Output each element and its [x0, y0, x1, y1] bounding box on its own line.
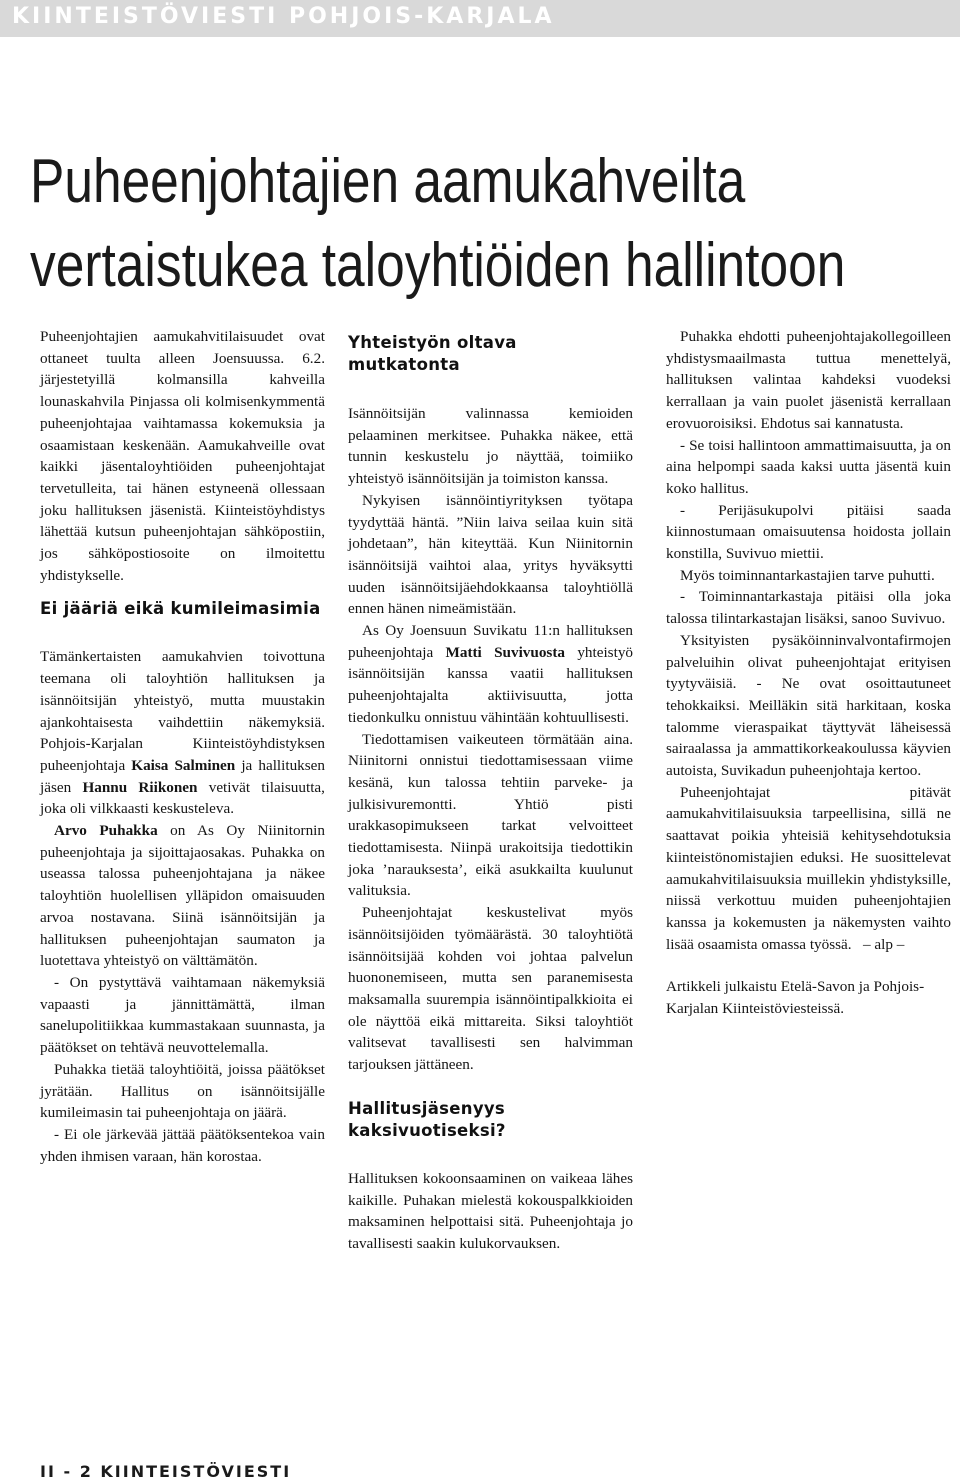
- column-2: [348, 326, 633, 1255]
- quote-paragraph: - On pystyttävä vaihtamaan näkemyksiä vapaasti ja jännittämättä, ilman sanelupolitiikkaa kummastakaan suunnasta, ja päätökset on tehtävä neuvottelemalla.: [40, 973, 325, 1057]
- person-name: Hannu Riikonen: [82, 778, 198, 796]
- body-paragraph: Myös toiminnantarkastajien tarve puhutti.: [680, 566, 935, 584]
- quote-paragraph: - Ei ole järkevää jättää päätöksentekoa vain yhden ihmisen varaan, hän korostaa.: [40, 1125, 325, 1165]
- article-headline: [30, 140, 846, 308]
- body-paragraph: Puhakka ehdotti puheenjohtajakollegoilleen yhdistysmaailmasta tuttua menettelyä, hallituksen valintaa kahdeksi vuodeksi kerrallaan ja vain puolet jäsenistä kerrallaan erovuoroisiksi. Ehdotus sai kannatusta.: [666, 328, 951, 432]
- quote-paragraph: - Toiminnantarkastaja pitäisi olla joka talossa tilintarkastajan lisäksi, sanoo Suvivuo.: [666, 588, 951, 628]
- page-footer: II - 2 KIINTEISTÖVIESTI: [40, 1462, 292, 1481]
- body-paragraph: Yksityisten pysäköinninvalvontafirmojen palveluihin olivat puheenjohtajat erityisen tyytyväisiä. - Ne ovat osoittautuneet tehokkaiksi. Meilläkin sitä harkitaan, koska talomme vieraspaikat täyttyvät läheisessä sairaalassa ja ammattikorkeakoulussa käyvien autoista, Suvikadun puheenjohtaja kertoo.: [666, 631, 951, 780]
- subheading-ei-jaaria: Ei jääriä eikä kumileimasimia: [40, 599, 321, 619]
- quote-paragraph: - Perijäsukupolvi pitäisi saada kiinnostumaan omaisuutensa hoidosta jollain konstilla, Suvivuo miettii.: [666, 501, 951, 563]
- publication-kicker: KIINTEISTÖVIESTI POHJOIS-KARJALA: [12, 4, 555, 29]
- body-paragraph: Tiedottamisen vaikeuteen törmätään aina. Niinitorni onnistui tiedottamisessaan viime kesänä, kun talossa tehtiin parveke- ja julkisivuremontti. Yhtiö pisti urakkasopimukseen tarkat velvoitteet tiedottamisesta. Niinpä urakoitsija tiedottikin joka ’narauksesta’, eikä asukkailta kuulunut valituksia.: [348, 730, 633, 900]
- intro-paragraph: Puheenjohtajien aamukahvitilaisuudet ovat ottaneet tuulta alleen Joensuussa. 6.2. järjestetyillä kolmansilla kahveilla lounaskahvila Pinjassa oli kolmisenkymmentä puheenjohtajaa vaihtamassa kokemuksia ja osaamistaan keskenään. Aamukahveille ovat kaikki jäsentaloyhtiöiden puheenjohtajat tervetulleita, tai hänen estyneenä ollessaan joku hallituksen jäsenistä. Kiinteistöyhdistys lähettää kutsun puheenjohtajan sähköpostiin, jos sähköpostiosoite on ilmoitettu yhdistykselle.: [40, 328, 325, 584]
- column-3: [666, 326, 951, 1020]
- body-paragraph: Puhakka tietää taloyhtiöitä, joissa päätökset jyrätään. Hallitus on isännöitsijälle kumileimasin tai puheenjohtaja on jäärä.: [40, 1060, 325, 1122]
- closing-paragraph: Puheenjohtajat pitävät aamukahvitilaisuuksia tarpeellisina, sillä ne saattavat poikia yhteisiä kehitysehdotuksia kiinteistönomistajien eduksi. He suosittelevat aamukahvitilaisuuksia muillekin yhdistyksille, niissä verkottuu muiden puheenjohtajien kanssa ja kokemusten ja näkemysten vaihto lisää osaamista omassa työssä. – alp –: [666, 783, 951, 953]
- headline-line-1: Puheenjohtajien aamukahveilta: [30, 147, 746, 216]
- body-paragraph: Tämänkertaisten aamukahvien toivottuna teemana oli taloyhtiön hallituksen ja isännöitsijän yhteistyö, mutta muustakin ajankohtaisesta vaihdettiin näkemyksiä. Pohjois-Karjalan Kiinteistöyhdistyksen puheenjohtaja Kaisa Salminen ja hallituksen jäsen Hannu Riikonen vetivät tilaisuutta, joka oli vilkkaasti keskusteleva.: [40, 648, 326, 818]
- person-name: Kaisa Salminen: [131, 756, 236, 774]
- header-band: [0, 0, 960, 37]
- quote-paragraph: - Se toisi hallintoon ammattimaisuutta, ja on aina helpompi saada kaksi uutta jäsentä kuin koko hallitus.: [666, 436, 951, 497]
- column-1: [40, 326, 325, 1167]
- body-paragraph: Puheenjohtajat keskustelivat myös isännöitsijöiden työmäärästä. 30 taloyhtiötä isännöitsijää kohden voi johtaa palvelun huononemiseen, mutta sen paranemisesta maksamalla suurempia isännöintipalkkioita ei ole näyttöä eikä mittareita. Siksi taloyhtiöt valitsevat tavallisesti sen halvimman tarjouksen jättäneen.: [348, 904, 633, 1074]
- body-paragraph: Nykyisen isännöintiyrityksen työtapa tyydyttää häntä. ”Niin laiva seilaa kuin sitä johdetaan”, hän kiteyttää. Kun Niinitornin isännöitsijä vaihtoi alaa, yritys hyväksytti uuden isännöitsijäehdokkaansa taloyhtiöllä ennen hänen nimeämistään.: [348, 491, 633, 618]
- body-paragraph: Hallituksen kokoonsaaminen on vaikeaa lähes kaikille. Puhakan mielestä kokouspalkkioiden maksaminen helpottaisi sitä. Puheenjohtaja jo tavallisesti saakin kulukorvauksen.: [348, 1169, 633, 1252]
- body-paragraph: As Oy Joensuun Suvikatu 11:n hallituksen puheenjohtaja Matti Suvivuosta yhteistyö isännöitsijän kanssa vaatii hallituksen puheenjohtajalta aktiivisuutta, jotta tiedonkulku onnistuu vähintään kohtuullisesti.: [348, 622, 634, 726]
- publication-note: Artikkeli julkaistu Etelä-Savon ja Pohjois-Karjalan Kiinteistöviesteissä.: [666, 978, 925, 1018]
- body-paragraph: Isännöitsijän valinnassa kemioiden pelaaminen merkitsee. Puhakka näkee, että tunnin keskustelu jo näyttää, toimiiko yhteistyö isännöitsijän ja toimiston kanssa.: [348, 405, 633, 488]
- person-name: Matti Suvivuosta: [445, 643, 565, 661]
- author-signature: – alp –: [862, 935, 905, 953]
- body-paragraph: Arvo Puhakka on As Oy Niinitornin puheenjohtaja ja sijoittajaosakas. Puhakka on useassa talossa puheenjohtajana ja näkee taloyhtiön huolellisen ylläpidon omaisuuden arvoa nostavana. Siinä isännöitsijän ja hallituksen puheenjohtajan saumaton ja luotettava yhteistyö on välttämätön.: [40, 822, 325, 970]
- subheading-hallitusjasenyys: Hallitusjäsenyys kaksivuotiseksi?: [348, 1098, 506, 1140]
- subheading-yhteistyo: Yhteistyön oltava mutkatonta: [348, 333, 517, 374]
- headline-line-2: vertaistukea taloyhtiöiden hallintoon: [30, 231, 846, 300]
- person-name: Arvo Puhakka: [54, 822, 158, 840]
